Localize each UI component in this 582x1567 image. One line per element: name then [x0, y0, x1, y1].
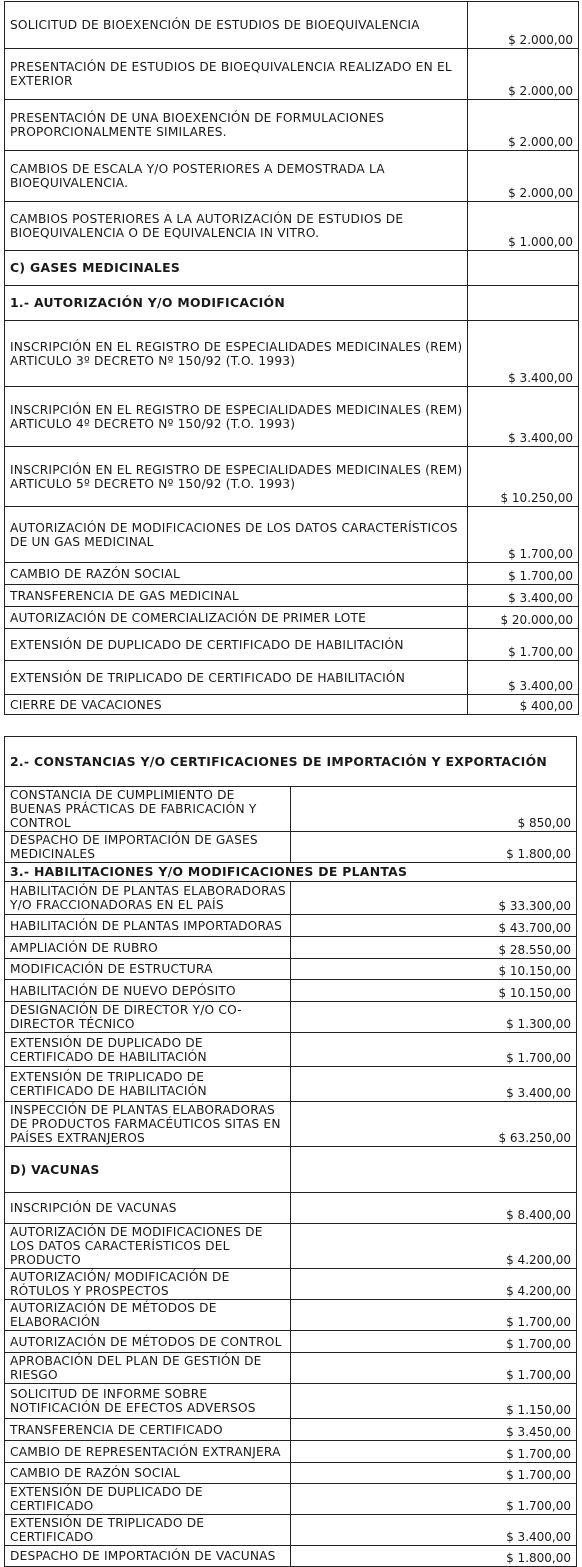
fee-amount: $ 3.400,00 — [291, 1515, 577, 1546]
fee-description: AUTORIZACIÓN DE MODIFICACIONES DE LOS DATOS CARACTERÍSTICOS DE UN GAS MEDICINAL — [5, 507, 468, 563]
fee-amount: $ 1.700,00 — [291, 1353, 577, 1384]
table-row — [5, 585, 579, 607]
table-row — [5, 1384, 577, 1419]
fee-amount: $ 2.000,00 — [468, 2, 579, 49]
fee-table-1 — [4, 1, 579, 715]
fee-description: INSCRIPCIÓN DE VACUNAS — [5, 1193, 291, 1224]
fee-amount: $ 1.700,00 — [291, 1300, 577, 1331]
section-header: 1.- AUTORIZACIÓN Y/O MODIFICACIÓN — [5, 286, 468, 321]
fee-description: INSCRIPCIÓN EN EL REGISTRO DE ESPECIALIDADES MEDICINALES (REM) ARTICULO 5º DECRETO Nº 150/92 (T.O. 1993) — [5, 447, 468, 507]
fee-amount: $ 1.700,00 — [291, 1441, 577, 1463]
table-row — [5, 832, 577, 863]
fee-description: HABILITACIÓN DE PLANTAS IMPORTADORAS — [5, 915, 291, 937]
fee-amount: $ 28.550,00 — [291, 937, 577, 959]
table-row — [5, 1193, 577, 1224]
fee-amount: $ 1.000,00 — [468, 202, 579, 251]
fee-description: SOLICITUD DE BIOEXENCIÓN DE ESTUDIOS DE BIOEQUIVALENCIA — [5, 2, 468, 49]
fee-description: MODIFICACIÓN DE ESTRUCTURA — [5, 959, 291, 980]
fee-description: EXTENSIÓN DE DUPLICADO DE CERTIFICADO — [5, 1484, 291, 1515]
fee-description: HABILITACIÓN DE PLANTAS ELABORADORAS Y/O FRACCIONADORAS EN EL PAÍS — [5, 882, 291, 915]
fee-description: EXTENSIÓN DE TRIPLICADO DE CERTIFICADO DE HABILITACIÓN — [5, 661, 468, 695]
fee-amount: $ 2.000,00 — [468, 100, 579, 151]
fee-amount: $ 2.000,00 — [468, 151, 579, 202]
fee-amount: $ 10.250,00 — [468, 447, 579, 507]
fee-description: EXTENSIÓN DE TRIPLICADO DE CERTIFICADO DE HABILITACIÓN — [5, 1067, 291, 1102]
table-row — [5, 563, 579, 585]
table-row — [5, 387, 579, 447]
fee-amount: $ 10.150,00 — [291, 959, 577, 980]
fee-amount: $ 10.150,00 — [291, 980, 577, 1002]
table-row — [5, 1033, 577, 1067]
fee-description: AUTORIZACIÓN DE COMERCIALIZACIÓN DE PRIMER LOTE — [5, 607, 468, 629]
fee-amount: $ 1.300,00 — [291, 1002, 577, 1033]
table-row — [5, 49, 579, 100]
fee-description: DESIGNACIÓN DE DIRECTOR Y/O CO-DIRECTOR TÉCNICO — [5, 1002, 291, 1033]
table-row — [5, 937, 577, 959]
fee-amount: $ 20.000,00 — [468, 607, 579, 629]
table-row — [5, 1419, 577, 1441]
fee-description: CIERRE DE VACACIONES — [5, 695, 468, 715]
fee-amount: $ 4.200,00 — [291, 1224, 577, 1269]
table-row — [5, 151, 579, 202]
fee-amount: $ 43.700,00 — [291, 915, 577, 937]
section-header: 3.- HABILITACIONES Y/O MODIFICACIONES DE PLANTAS — [5, 863, 577, 882]
empty-price-cell — [468, 251, 579, 286]
table-row — [5, 737, 577, 787]
table-row — [5, 882, 577, 915]
table-row — [5, 1546, 577, 1567]
fee-amount: $ 1.700,00 — [468, 563, 579, 585]
fee-amount: $ 3.400,00 — [468, 585, 579, 607]
section-header: 2.- CONSTANCIAS Y/O CERTIFICACIONES DE IMPORTACIÓN Y EXPORTACIÓN — [5, 737, 577, 787]
fee-description: CAMBIO DE RAZÓN SOCIAL — [5, 563, 468, 585]
table-row — [5, 1002, 577, 1033]
fee-description: INSCRIPCIÓN EN EL REGISTRO DE ESPECIALIDADES MEDICINALES (REM) ARTICULO 3º DECRETO Nº 150/92 (T.O. 1993) — [5, 321, 468, 387]
table-row — [5, 1515, 577, 1546]
fee-amount: $ 1.700,00 — [291, 1484, 577, 1515]
table-row — [5, 1067, 577, 1102]
fee-description: CONSTANCIA DE CUMPLIMIENTO DE BUENAS PRÁCTICAS DE FABRICACIÓN Y CONTROL — [5, 787, 291, 832]
fee-description: AMPLIACIÓN DE RUBRO — [5, 937, 291, 959]
section-header: D) VACUNAS — [5, 1147, 291, 1193]
fee-amount: $ 850,00 — [291, 787, 577, 832]
fee-description: AUTORIZACIÓN DE MÉTODOS DE CONTROL — [5, 1331, 291, 1353]
table-row — [5, 915, 577, 937]
fee-description: INSCRIPCIÓN EN EL REGISTRO DE ESPECIALIDADES MEDICINALES (REM) ARTICULO 4º DECRETO Nº 150/92 (T.O. 1993) — [5, 387, 468, 447]
table-row — [5, 1331, 577, 1353]
fee-description: CAMBIO DE REPRESENTACIÓN EXTRANJERA — [5, 1441, 291, 1463]
fee-amount: $ 400,00 — [468, 695, 579, 715]
table-row — [5, 1224, 577, 1269]
fee-description: INSPECCIÓN DE PLANTAS ELABORADORAS DE PRODUCTOS FARMACÉUTICOS SITAS EN PAÍSES EXTRANJEROS — [5, 1102, 291, 1147]
fee-description: AUTORIZACIÓN DE MÉTODOS DE ELABORACIÓN — [5, 1300, 291, 1331]
table-row — [5, 202, 579, 251]
table-row — [5, 507, 579, 563]
fee-description: APROBACIÓN DEL PLAN DE GESTIÓN DE RIESGO — [5, 1353, 291, 1384]
fee-description: EXTENSIÓN DE DUPLICADO DE CERTIFICADO DE HABILITACIÓN — [5, 1033, 291, 1067]
fee-table-2 — [4, 736, 577, 1567]
fee-amount: $ 8.400,00 — [291, 1193, 577, 1224]
table-row — [5, 321, 579, 387]
fee-amount: $ 1.800,00 — [291, 1546, 577, 1567]
fee-description: CAMBIOS POSTERIORES A LA AUTORIZACIÓN DE ESTUDIOS DE BIOEQUIVALENCIA O DE EQUIVALENCIA IN VITRO. — [5, 202, 468, 251]
fee-amount: $ 1.150,00 — [291, 1384, 577, 1419]
fee-amount: $ 3.400,00 — [468, 661, 579, 695]
table-row — [5, 1484, 577, 1515]
table-row — [5, 1463, 577, 1484]
fee-description: SOLICITUD DE INFORME SOBRE NOTIFICACIÓN DE EFECTOS ADVERSOS — [5, 1384, 291, 1419]
table-row — [5, 661, 579, 695]
fee-description: CAMBIO DE RAZÓN SOCIAL — [5, 1463, 291, 1484]
fee-amount: $ 63.250,00 — [291, 1102, 577, 1147]
table-row — [5, 980, 577, 1002]
fee-description: PRESENTACIÓN DE ESTUDIOS DE BIOEQUIVALENCIA REALIZADO EN EL EXTERIOR — [5, 49, 468, 100]
table-row — [5, 863, 577, 882]
fee-description: EXTENSIÓN DE TRIPLICADO DE CERTIFICADO — [5, 1515, 291, 1546]
table-row — [5, 286, 579, 321]
fee-description: AUTORIZACIÓN DE MODIFICACIONES DE LOS DATOS CARACTERÍSTICOS DEL PRODUCTO — [5, 1224, 291, 1269]
empty-price-cell — [291, 1147, 577, 1193]
fee-description: DESPACHO DE IMPORTACIÓN DE GASES MEDICINALES — [5, 832, 291, 863]
fee-amount: $ 3.400,00 — [468, 321, 579, 387]
table-row — [5, 2, 579, 49]
fee-amount: $ 2.000,00 — [468, 49, 579, 100]
fee-amount: $ 1.700,00 — [291, 1463, 577, 1484]
table-row — [5, 1147, 577, 1193]
fee-description: EXTENSIÓN DE DUPLICADO DE CERTIFICADO DE HABILITACIÓN — [5, 629, 468, 661]
table-row — [5, 1353, 577, 1384]
fee-amount: $ 1.700,00 — [291, 1033, 577, 1067]
fee-amount: $ 1.700,00 — [468, 507, 579, 563]
fee-description: TRANSFERENCIA DE GAS MEDICINAL — [5, 585, 468, 607]
table-row — [5, 1269, 577, 1300]
empty-price-cell — [468, 286, 579, 321]
fee-amount: $ 1.700,00 — [291, 1331, 577, 1353]
table-row — [5, 607, 579, 629]
table-row — [5, 959, 577, 980]
table-row — [5, 629, 579, 661]
fee-description: TRANSFERENCIA DE CERTIFICADO — [5, 1419, 291, 1441]
fee-amount: $ 3.450,00 — [291, 1419, 577, 1441]
table-row — [5, 1300, 577, 1331]
fee-description: AUTORIZACIÓN/ MODIFICACIÓN DE RÓTULOS Y PROSPECTOS — [5, 1269, 291, 1300]
fee-amount: $ 3.400,00 — [468, 387, 579, 447]
fee-amount: $ 1.700,00 — [468, 629, 579, 661]
fee-description: CAMBIOS DE ESCALA Y/O POSTERIORES A DEMOSTRADA LA BIOEQUIVALENCIA. — [5, 151, 468, 202]
table-row — [5, 1441, 577, 1463]
table-row — [5, 695, 579, 715]
table-row — [5, 100, 579, 151]
table-row — [5, 787, 577, 832]
fee-amount: $ 4.200,00 — [291, 1269, 577, 1300]
table-row — [5, 447, 579, 507]
fee-amount: $ 3.400,00 — [291, 1067, 577, 1102]
fee-amount: $ 33.300,00 — [291, 882, 577, 915]
fee-description: HABILITACIÓN DE NUEVO DEPÓSITO — [5, 980, 291, 1002]
fee-description: PRESENTACIÓN DE UNA BIOEXENCIÓN DE FORMULACIONES PROPORCIONALMENTE SIMILARES. — [5, 100, 468, 151]
section-header: C) GASES MEDICINALES — [5, 251, 468, 286]
table-row — [5, 1102, 577, 1147]
table-row — [5, 251, 579, 286]
fee-amount: $ 1.800,00 — [291, 832, 577, 863]
fee-description: DESPACHO DE IMPORTACIÓN DE VACUNAS — [5, 1546, 291, 1567]
